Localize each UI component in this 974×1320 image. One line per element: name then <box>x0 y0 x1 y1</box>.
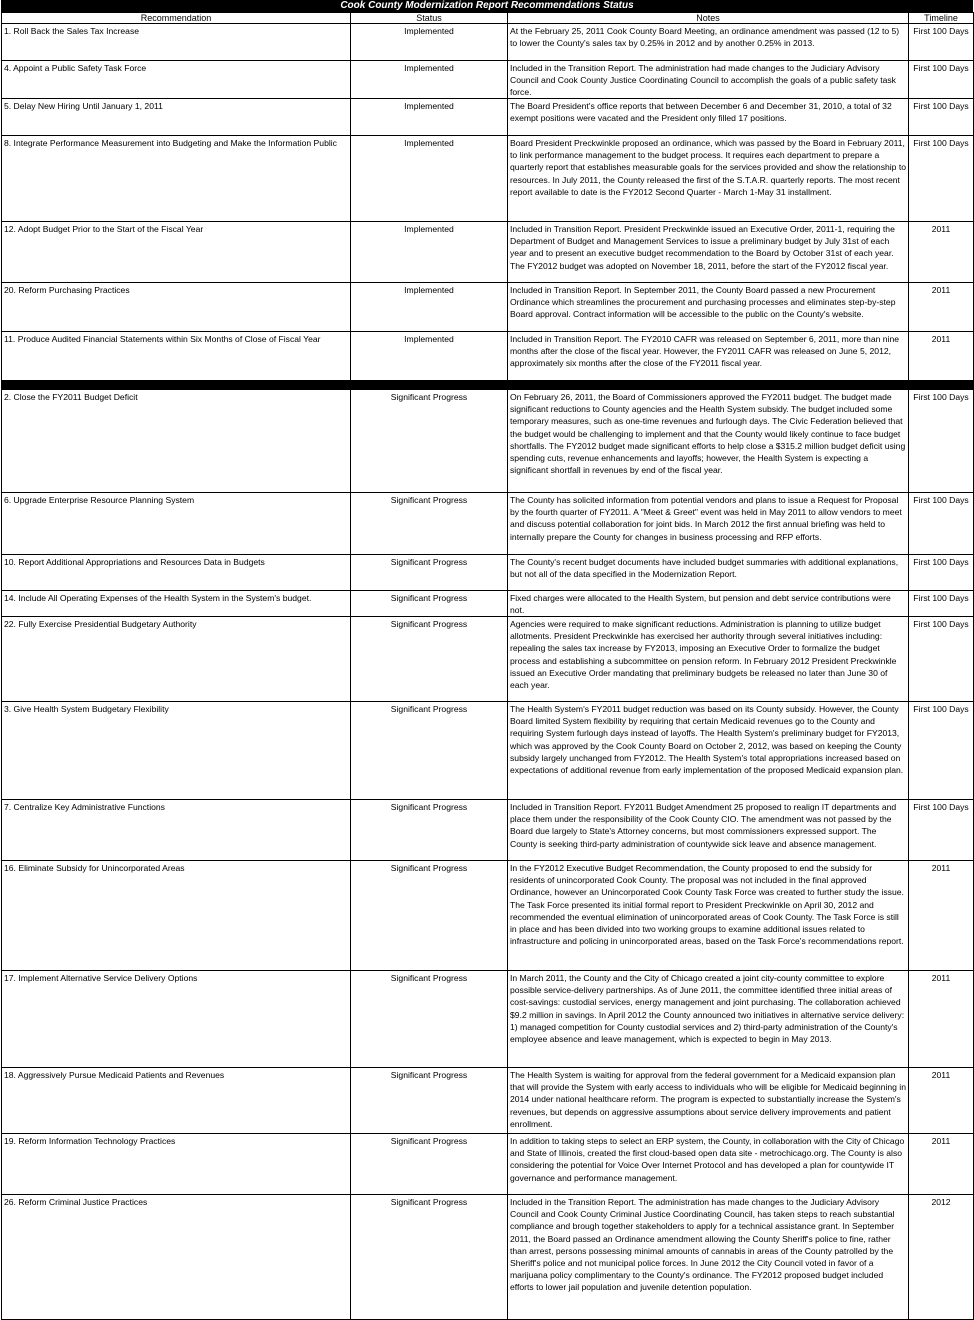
timeline-cell <box>909 617 974 702</box>
recommendation-cell <box>2 222 351 283</box>
status-cell-text: Significant Progress <box>390 1136 468 1146</box>
timeline-cell <box>909 61 974 99</box>
timeline-cell-text: 2011 <box>931 973 951 983</box>
notes-cell-text: Included in Transition Report. The FY2010 CAFR was released on September 6, 2011, more than nine months after the close of the fiscal year. However, the FY2011 CAFR was released on June 5, 2012, approximately six months after the close of the FY2011 fiscal year. <box>510 334 900 369</box>
timeline-cell-text: 2011 <box>931 334 951 344</box>
timeline-cell <box>909 800 974 861</box>
recommendation-cell-text: 17. Implement Alternative Service Delivery Options <box>4 973 198 983</box>
recommendation-cell <box>2 971 351 1068</box>
notes-cell-text: Included in the Transition Report. The administration has made changes to the Judiciary Advisory Council and Cook County Criminal Justice Coordinating Council, has taken steps to reach substantial compliance and brough together stakeholders to apply for a technical assistance grant. In September 2011, the Board passed an Ordinance amendment allowing the County Sheriff's police to fine, rather than arrest, persons possessing minimal amounts of cannabis in areas of the County patrolled by the Sheriff's police and not municipal police forces. In June 2012 the City Council voted in favor of a marijuana policy complimentary to the County's ordinance. The FY2012 proposed budget included efforts to lower jail population and juvenile detention population. <box>510 1197 895 1293</box>
notes-cell <box>508 61 909 99</box>
notes-cell-text: At the February 25, 2011 Cook County Board Meeting, an ordinance amendment was passed (12 to 5) to lower the County's sales tax by 0.25% in 2012 and by another 0.25% in 2013. <box>510 26 900 49</box>
status-cell <box>351 800 508 861</box>
recommendation-cell-text: 19. Reform Information Technology Practices <box>4 1136 176 1146</box>
table-row <box>2 390 974 493</box>
recommendation-cell <box>2 493 351 555</box>
recommendation-cell <box>2 617 351 702</box>
notes-cell <box>508 617 909 702</box>
recommendation-cell-text: 1. Roll Back the Sales Tax Increase <box>4 26 140 36</box>
notes-cell <box>508 24 909 61</box>
group-separator <box>2 381 974 390</box>
notes-cell <box>508 283 909 332</box>
status-cell-text: Significant Progress <box>390 1070 468 1080</box>
timeline-cell <box>909 1134 974 1195</box>
notes-cell-text: Fixed charges were allocated to the Health System, but pension and debt service contributions were not. <box>510 593 891 615</box>
timeline-cell <box>909 555 974 591</box>
notes-cell-text: Board President Preckwinkle proposed an ordinance, which was passed by the Board in February 2011, to link performance management to the budget process. It requires each department to prepare a quarterly report that establishes measurable goals for the services provided and show the relationship to resources. In July 2011, the County released the first of the S.T.A.R. quarterly reports. The most recent report available to date is the FY2012 Second Quarter - March 1-May 31 installment. <box>510 138 906 197</box>
timeline-cell-text: First 100 Days <box>913 138 969 148</box>
timeline-cell <box>909 861 974 971</box>
recommendation-cell <box>2 800 351 861</box>
status-cell-text: Significant Progress <box>390 1197 468 1207</box>
notes-cell <box>508 1068 909 1134</box>
status-cell-text: Implemented <box>404 285 454 295</box>
recommendation-cell <box>2 555 351 591</box>
recommendation-cell-text: 10. Report Additional Appropriations and Resources Data in Budgets <box>4 557 265 567</box>
status-cell-text: Significant Progress <box>390 863 468 873</box>
recommendation-cell-text: 16. Eliminate Subsidy for Unincorporated Areas <box>4 863 185 873</box>
notes-cell-text: Agencies were required to make significant reductions. Administration is planning to utilize budget allotments. President Preckwinkle has exercised her authority through several initiatives including: repealing the sales tax increase by FY2013, imposing an Executive Order to formalize the budget process and establishing a subcommittee on pension reform. In February 2012 President Preckwinkle issued an Executive Order mandating that preliminary budgets be released no later than June 30 of each year. <box>510 619 897 691</box>
recommendations-table <box>1 12 974 1320</box>
status-cell <box>351 493 508 555</box>
status-cell-text: Significant Progress <box>390 392 468 402</box>
recommendation-cell <box>2 99 351 136</box>
timeline-cell-text: 2011 <box>931 1070 951 1080</box>
recommendation-cell-text: 22. Fully Exercise Presidential Budgetary Authority <box>4 619 197 629</box>
recommendation-cell <box>2 1134 351 1195</box>
table-row <box>2 99 974 136</box>
timeline-cell <box>909 136 974 222</box>
recommendation-cell-text: 26. Reform Criminal Justice Practices <box>4 1197 148 1207</box>
table-row <box>2 555 974 591</box>
notes-cell <box>508 971 909 1068</box>
status-cell <box>351 390 508 493</box>
status-cell-text: Significant Progress <box>390 704 468 714</box>
notes-cell <box>508 493 909 555</box>
table-row <box>2 1068 974 1134</box>
recommendation-cell-text: 2. Close the FY2011 Budget Deficit <box>4 392 138 402</box>
recommendation-cell-text: 18. Aggressively Pursue Medicaid Patients and Revenues <box>4 1070 225 1080</box>
notes-cell-text: Included in the Transition Report. The administration had made changes to the Judiciary Advisory Council and Cook County Justice Coordinating Council to accomplish the goals of a public safety task force. <box>510 63 896 97</box>
table-row <box>2 1195 974 1320</box>
timeline-cell-text: 2012 <box>931 1197 951 1207</box>
table-row <box>2 591 974 617</box>
table-row <box>2 971 974 1068</box>
status-cell-text: Significant Progress <box>390 593 468 603</box>
notes-cell-text: Included in Transition Report. FY2011 Budget Amendment 25 proposed to realign IT departments and place them under the responsibility of the Cook County CIO. The amendment was not passed by the Board due largely to State's Attorney concerns, but most commissioners expressed support. The County is seeking third-party administration of countywide sick leave and absence management. <box>510 802 897 849</box>
status-cell-text: Implemented <box>404 334 454 344</box>
timeline-cell <box>909 591 974 617</box>
status-cell-text: Significant Progress <box>390 973 468 983</box>
recommendation-cell-text: 7. Centralize Key Administrative Functions <box>4 802 165 812</box>
recommendation-cell <box>2 861 351 971</box>
recommendation-cell-text: 11. Produce Audited Financial Statements within Six Months of Close of Fiscal Year <box>4 334 321 344</box>
table-row <box>2 136 974 222</box>
timeline-cell <box>909 99 974 136</box>
notes-cell-text: Included in Transition Report. In September 2011, the County Board passed a new Procurement Ordinance which streamlines the procurement and purchasing processes and eliminates step-by-step Board approval. Contract information will be accessible to the public on the County's website. <box>510 285 896 320</box>
timeline-cell-text: First 100 Days <box>913 495 969 505</box>
timeline-cell <box>909 390 974 493</box>
timeline-cell <box>909 1195 974 1320</box>
header-row <box>2 13 974 24</box>
status-cell <box>351 861 508 971</box>
timeline-cell <box>909 222 974 283</box>
recommendation-cell-text: 20. Reform Purchasing Practices <box>4 285 130 295</box>
table-row <box>2 283 974 332</box>
notes-cell-text: The County has solicited information from potential vendors and plans to issue a Request for Proposal by the fourth quarter of FY2011. A "Meet & Greet" event was held in May 2011 to allow vendors to meet and discuss potential collaboration for joint bids. In March 2012 the first annual briefing was held to internally prepare the County for changes in business processing and RFP efforts. <box>510 495 902 542</box>
status-cell <box>351 617 508 702</box>
status-cell-text: Significant Progress <box>390 557 468 567</box>
status-cell-text: Implemented <box>404 224 454 234</box>
header-timeline: Timeline <box>909 13 974 24</box>
recommendation-cell <box>2 136 351 222</box>
timeline-cell <box>909 702 974 800</box>
table-row <box>2 61 974 99</box>
notes-cell-text: In the FY2012 Executive Budget Recommendation, the County proposed to end the subsidy for residents of unincorporated Cook County. The proposal was not included in the final approved Ordinance, however an Unincorporated Cook County Task Force was created to further study the issue. The Task Force presented its initial formal report to President Preckwinkle on April 30, 2012 and recommended the eventual elimination of unincorporated areas of Cook County. The Task Force is still in place and has been divided into two working groups to examine additional issues related to infrastructure and policing in unincorporated areas, based on the Task Force's recommendations report. <box>510 863 904 947</box>
status-cell-text: Implemented <box>404 26 454 36</box>
table-row <box>2 24 974 61</box>
status-cell-text: Significant Progress <box>390 495 468 505</box>
table-row <box>2 222 974 283</box>
timeline-cell-text: First 100 Days <box>913 557 969 567</box>
recommendation-cell <box>2 283 351 332</box>
timeline-cell <box>909 332 974 381</box>
recommendation-cell <box>2 1195 351 1320</box>
timeline-cell-text: First 100 Days <box>913 63 969 73</box>
status-cell <box>351 1068 508 1134</box>
recommendation-cell <box>2 390 351 493</box>
timeline-cell <box>909 24 974 61</box>
status-cell <box>351 99 508 136</box>
recommendation-cell-text: 6. Upgrade Enterprise Resource Planning System <box>4 495 195 505</box>
notes-cell <box>508 222 909 283</box>
table-row <box>2 800 974 861</box>
notes-cell <box>508 99 909 136</box>
spreadsheet <box>1 0 973 1320</box>
timeline-cell-text: First 100 Days <box>913 593 969 603</box>
timeline-cell <box>909 283 974 332</box>
recommendation-cell-text: 14. Include All Operating Expenses of the Health System in the System's budget. <box>4 593 312 603</box>
timeline-cell <box>909 971 974 1068</box>
table-row <box>2 1134 974 1195</box>
status-cell <box>351 136 508 222</box>
recommendation-cell-text: 12. Adopt Budget Prior to the Start of the Fiscal Year <box>4 224 204 234</box>
notes-cell-text: In March 2011, the County and the City of Chicago created a joint city-county committee to explore possible service-delivery partnerships. As of June 2011, the committee identified three initial areas of cost-savings: custodial services, energy management and joint purchasing. The collaboration achieved $9.2 million in savings. In April 2012 the County announced two initiatives in alternative service delivery: 1) managed competition for County custodial services and 2) third-party administration of the County's employee absence and leave management, which is expected to begin in May 2013. <box>510 973 905 1045</box>
notes-cell <box>508 800 909 861</box>
recommendation-cell <box>2 702 351 800</box>
notes-cell <box>508 861 909 971</box>
status-cell <box>351 222 508 283</box>
timeline-cell-text: First 100 Days <box>913 392 969 402</box>
status-cell <box>351 971 508 1068</box>
timeline-cell <box>909 1068 974 1134</box>
timeline-cell-text: First 100 Days <box>913 101 969 111</box>
table-row <box>2 617 974 702</box>
status-cell-text: Implemented <box>404 101 454 111</box>
timeline-cell-text: 2011 <box>931 863 951 873</box>
status-cell-text: Significant Progress <box>390 619 468 629</box>
timeline-cell-text: First 100 Days <box>913 704 969 714</box>
header-status: Status <box>351 13 508 24</box>
status-cell-text: Significant Progress <box>390 802 468 812</box>
notes-cell-text: The Health System is waiting for approval from the federal government for a Medicaid expansion plan that will provide the System with early access to individuals who will be eligible for Medicaid beginning in 2014 under national healthcare reform. The program is expected to substantially increase the System's revenues, but depends on aggressive assumptions about service delivery improvements and patient enrollment. <box>510 1070 906 1129</box>
recommendation-cell-text: 8. Integrate Performance Measurement into Budgeting and Make the Information Public <box>4 138 337 148</box>
notes-cell-text: On February 26, 2011, the Board of Commissioners approved the FY2011 budget. The budget made significant reductions to County agencies and the Health System subsidy. The budget included some temporary measures, such as one-time revenues and furlough days. The Civic Federation believed that the budget would be challenging to implement and that the County would likely continue to face budget shortfalls. The FY2012 budget made significant efforts to help close a $315.2 million budget deficit using spending cuts, revenue enhancements and layoffs; however, the Health System is expecting a significant shortfall in revenues by end of the fiscal year. <box>510 392 906 476</box>
notes-cell-text: The County's recent budget documents have included budget summaries with additional explanations, but not all of the data specified in the Modernization Report. <box>510 557 899 580</box>
timeline-cell-text: 2011 <box>931 1136 951 1146</box>
notes-cell <box>508 555 909 591</box>
table-row <box>2 493 974 555</box>
table-row <box>2 861 974 971</box>
status-cell-text: Implemented <box>404 138 454 148</box>
recommendation-cell <box>2 61 351 99</box>
timeline-cell <box>909 493 974 555</box>
notes-cell-text: The Health System's FY2011 budget reduction was based on its County subsidy. However, the County Board limited System flexibility by requiring that certain Medicaid revenues go to the County and requiring System furlough days instead of layoffs. The Health System's preliminary budget for FY2013, which was approved by the Cook County Board on October 2, 2012, was based on keeping the County subsidy largely unchanged from FY2012. The Health System's total appropriations increased based on expectations of additional revenue from early implementation of the proposed Medicaid expansion plan. <box>510 704 904 776</box>
notes-cell-text: In addition to taking steps to select an ERP system, the County, in collaboration with the City of Chicago and State of Illinois, created the first cloud-based open data site - metrochicago.org. The County is also considering the potential for Voice Over Internet Protocol and has developed a plan for countywide IT governance and performance management. <box>510 1136 905 1183</box>
notes-cell <box>508 332 909 381</box>
status-cell <box>351 555 508 591</box>
notes-cell <box>508 136 909 222</box>
header-recommendation: Recommendation <box>2 13 351 24</box>
notes-cell-text: Included in Transition Report. President Preckwinkle issued an Executive Order, 2011-1, requiring the Department of Budget and Management Services to issue a preliminary budget by July 31st of each year and to present an executive budget recommendation to the Board by October 31st of each year. The FY2012 budget was adopted on November 18, 2011, before the start of the FY2012 fiscal year. <box>510 224 895 271</box>
status-cell <box>351 1195 508 1320</box>
timeline-cell-text: First 100 Days <box>913 26 969 36</box>
table-row <box>2 702 974 800</box>
notes-cell <box>508 702 909 800</box>
timeline-cell-text: First 100 Days <box>913 802 969 812</box>
status-cell <box>351 283 508 332</box>
timeline-cell-text: 2011 <box>931 224 951 234</box>
status-cell <box>351 591 508 617</box>
recommendation-cell-text: 4. Appoint a Public Safety Task Force <box>4 63 147 73</box>
status-cell <box>351 332 508 381</box>
recommendation-cell-text: 5. Delay New Hiring Until January 1, 2011 <box>4 101 163 111</box>
notes-cell-text: The Board President's office reports that between December 6 and December 31, 2010, a total of 32 exempt positions were vacated and the President only filled 17 positions. <box>510 101 892 124</box>
timeline-cell-text: First 100 Days <box>913 619 969 629</box>
status-cell <box>351 61 508 99</box>
notes-cell <box>508 591 909 617</box>
status-cell <box>351 24 508 61</box>
recommendation-cell <box>2 591 351 617</box>
header-notes: Notes <box>508 13 909 24</box>
recommendation-cell <box>2 1068 351 1134</box>
notes-cell <box>508 1134 909 1195</box>
notes-cell <box>508 390 909 493</box>
recommendation-cell <box>2 332 351 381</box>
table-row <box>2 332 974 381</box>
status-cell-text: Implemented <box>404 63 454 73</box>
notes-cell <box>508 1195 909 1320</box>
recommendation-cell <box>2 24 351 61</box>
recommendation-cell-text: 3. Give Health System Budgetary Flexibility <box>4 704 169 714</box>
separator-bar <box>2 381 974 390</box>
report-title: Cook County Modernization Report Recommendations Status <box>1 0 973 12</box>
status-cell <box>351 702 508 800</box>
timeline-cell-text: 2011 <box>931 285 951 295</box>
status-cell <box>351 1134 508 1195</box>
